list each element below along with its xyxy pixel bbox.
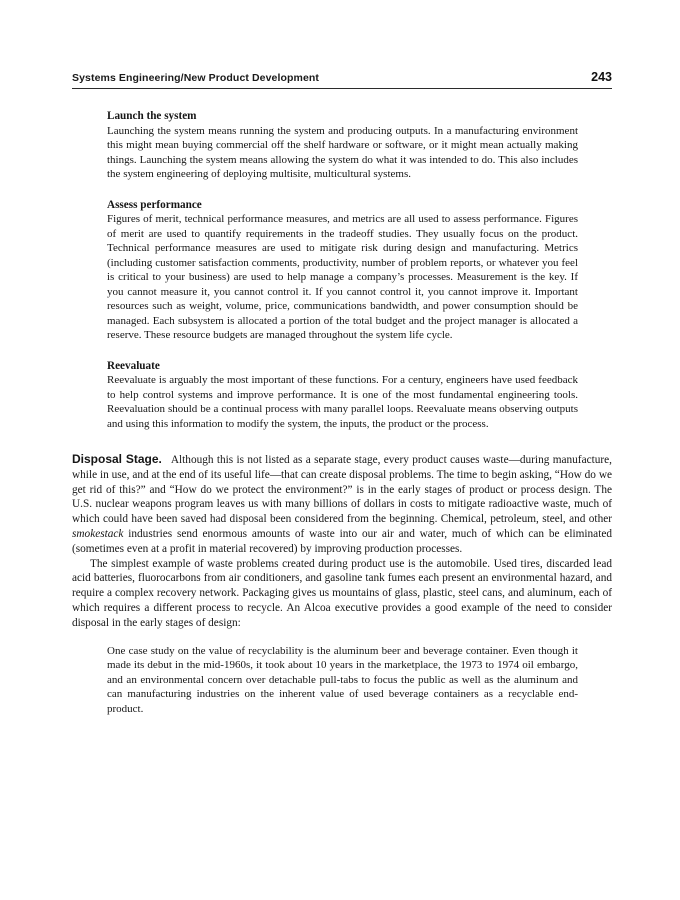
page-header [72, 70, 612, 89]
subsection-reevaluate [107, 359, 578, 432]
subsection-heading: Launch the system [107, 110, 197, 122]
subsection-launch-the-system [107, 109, 578, 182]
automobile-example-paragraph: The simplest example of waste problems created during product use is the automobile. Used tires, discarded lead acid batteries, fluorocarbons from air conditioners, and gasoline tank fumes each present an environmental hazard, and require a complex recovery network. Packaging gives us mountains of glass, plastic, steel cans, and aluminum, each of which requires a different process to recycle. An Alcoa executive provides a good example of the need to consider disposal in the early stages of design: [72, 557, 612, 629]
disposal-stage-paragraph [72, 452, 612, 557]
subsection-assess-performance [107, 198, 578, 343]
quote-text: One case study on the value of recyclability is the aluminum beer and beverage container. Even though it made its debut in the mid-1960s, it took about 10 years in the marketplace, the 1973 to 1974 oil embargo, and an environmental concern over detachable pull-tabs to focus the public as well as the aluminum and can manufacturing industries on the inherent value of used beverage containers as a recyclable end-product. [107, 644, 578, 715]
subsection-heading: Assess performance [107, 198, 202, 211]
disposal-stage-run-in-heading: Disposal Stage. [72, 452, 162, 466]
running-head: Systems Engineering/New Product Development [72, 72, 320, 84]
subsection-body: Reevaluate is arguably the most important of these functions. For a century, engineers have used feedback to help control systems and improve performance. It is one of the most fundamental engineering tools. Reevaluation should be a continual process with many parallel loops. Reevaluate means observing outputs and using this information to modify the system, the inputs, the product or the process. [107, 374, 578, 430]
disposal-body-text-cont: industries send enormous amounts of waste into our air and water, much of which can be eliminated (sometimes even at a profit in material recovered) by improving production processes. [72, 527, 612, 555]
subsection-heading: Reevaluate [107, 359, 160, 372]
subsection-body: Launching the system means running the system and producing outputs. In a manufacturing environment this might mean buying commercial off the shelf hardware or software, or it might mean actually making things. Launching the system means allowing the system do what it was intended to do. This also includes the system engineering of deploying multisite, multicultural systems. [107, 124, 578, 180]
page-number: 243 [591, 70, 612, 84]
disposal-body-text: Although this is not listed as a separate stage, every product causes waste—during manufacture, while in use, and at the end of its useful life—that can create disposal problems. The time to begin asking, “How do we get rid of this?” and “How do we protect the environment?” is in the early stages of product or process design. The U.S. nuclear weapons program leaves us with many billions of dollars in costs to mitigate radioactive waste, much of which could have been saved had disposal been considered from the beginning. Chemical, petroleum, steel, and other [72, 454, 612, 526]
block-quote [107, 644, 578, 717]
subsection-body: Figures of merit, technical performance measures, and metrics are all used to assess performance. Figures of merit are used to quantify requirements in the tradeoff studies. They usually focus on the product. Technical performance measures are used to mitigate risk during design and manufacturing. Metrics (including customer satisfaction comments, productivity, number of problem reports, or whatever you feel is critical to your business) are used to help manage a company’s processes. Measurement is the key. If you cannot measure it, you cannot control it. If you cannot control it, you cannot improve it. Important resources such as weight, volume, price, communications bandwidth, and power consumption should be managed. Each subsystem is allocated a portion of the total budget and the project manager is allocated a reserve. These resource budgets are managed throughout the system life cycle. [107, 213, 578, 341]
italic-word-smokestack: smokestack [72, 527, 124, 540]
